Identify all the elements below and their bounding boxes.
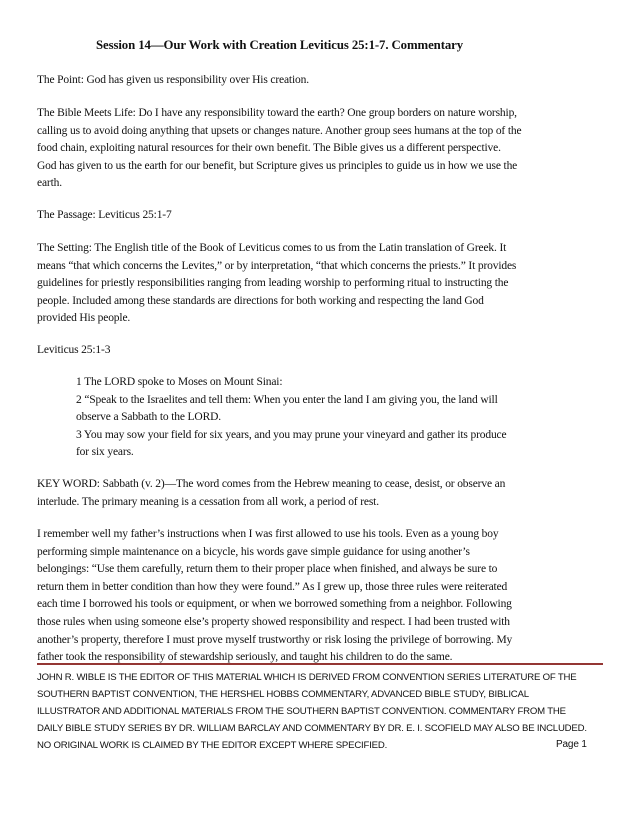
- page-number: Page 1: [556, 739, 587, 750]
- footer-line: JOHN R. WIBLE IS THE EDITOR OF THIS MATERIAL WHICH IS DERIVED FROM CONVENTION SERIES LITERATURE OF THE: [37, 672, 577, 683]
- story-line: another’s property, therefore I must prove myself trustworthy or risk losing the privilege of borrowing. My: [37, 633, 513, 646]
- footer-divider: [37, 663, 603, 665]
- point-text: The Point: God has given us responsibility over His creation.: [37, 74, 309, 86]
- setting-line: guidelines for priestly responsibilities ranging from leading worship to performing ritual to instructing the: [37, 277, 509, 290]
- footer-line: ILLUSTRATOR AND ADDITIONAL MATERIALS FROM THE SOUTHERN BAPTIST CONVENTION. COMMENTARY FROM THE: [37, 706, 566, 717]
- verse-line: 2 “Speak to the Israelites and tell them: When you enter the land I am giving you, the land will: [76, 393, 498, 406]
- verse-line: 3 You may sow your field for six years, and you may prune your vineyard and gather its produce: [76, 428, 507, 441]
- story-line: father took the responsibility of stewardship seriously, and taught his children to do the same.: [37, 651, 453, 664]
- bible-meets-life-line: The Bible Meets Life: Do I have any responsibility toward the earth? One group borders on nature worship,: [37, 107, 517, 119]
- bible-meets-life-line: God has given to us the earth for our benefit, but Scripture gives us principles to guide us in how we use the: [37, 159, 518, 172]
- footer-line: DAILY BIBLE STUDY SERIES BY DR. WILLIAM BARCLAY AND COMMENTARY BY DR. E. I. SCOFIELD MAY ALSO BE INCLUDED.: [37, 723, 587, 734]
- story-line: belongings: “Use them carefully, return them to their proper place when finished, and always be sure to: [37, 563, 498, 576]
- verse-line: observe a Sabbath to the LORD.: [76, 411, 221, 424]
- setting-line: people. Included among these standards are directions for both working and respecting the land God: [37, 294, 484, 307]
- key-word-line: KEY WORD: Sabbath (v. 2)—The word comes from the Hebrew meaning to cease, desist, or observe an: [37, 478, 506, 490]
- story-line: those rules when using someone else’s property showed responsibility and respect. I had been trusted with: [37, 616, 510, 628]
- setting-line: provided His people.: [37, 312, 131, 325]
- story-line: I remember well my father’s instructions when I was first allowed to use his tools. Even as a young boy: [37, 528, 499, 540]
- story-line: return them in better condition than how they were found.” As I grew up, those three rules were reiterated: [37, 580, 508, 593]
- scripture-reference: Leviticus 25:1-3: [37, 344, 111, 356]
- footer-line: NO ORIGINAL WORK IS CLAIMED BY THE EDITOR EXCEPT WHERE SPECIFIED.: [37, 740, 388, 751]
- bible-meets-life-line: calling us to avoid doing anything that upsets or changes nature. Another group sees humans at the top of the: [37, 124, 522, 137]
- story-line: performing simple maintenance on a bicycle, his words gave simple guidance for using another’s: [37, 545, 470, 558]
- story-line: each time I borrowed his tools or equipment, or when we borrowed something from a neighbor. Following: [37, 598, 512, 611]
- verse-line: for six years.: [76, 446, 134, 459]
- bible-meets-life-line: earth.: [37, 177, 62, 190]
- key-word-line: interlude. The primary meaning is a cessation from all work, a period of rest.: [37, 495, 379, 508]
- setting-line: The Setting: The English title of the Book of Leviticus comes to us from the Latin translation of Greek. It: [37, 242, 507, 254]
- setting-line: means “that which concerns the Levites,” or by interpretation, “that which concerns the priests.” It provides: [37, 259, 517, 272]
- passage-text: The Passage: Leviticus 25:1-7: [37, 209, 172, 221]
- page-title: Session 14—Our Work with Creation Leviticus 25:1-7. Commentary: [96, 38, 464, 52]
- verse-line: 1 The LORD spoke to Moses on Mount Sinai:: [76, 376, 283, 388]
- footer-line: SOUTHERN BAPTIST CONVENTION, THE HERSHEL HOBBS COMMENTARY, ADVANCED BIBLE STUDY, BIBLICAL: [37, 689, 529, 700]
- bible-meets-life-line: food chain, exploiting natural resources for their own benefit. The Bible gives us a different perspective.: [37, 142, 501, 155]
